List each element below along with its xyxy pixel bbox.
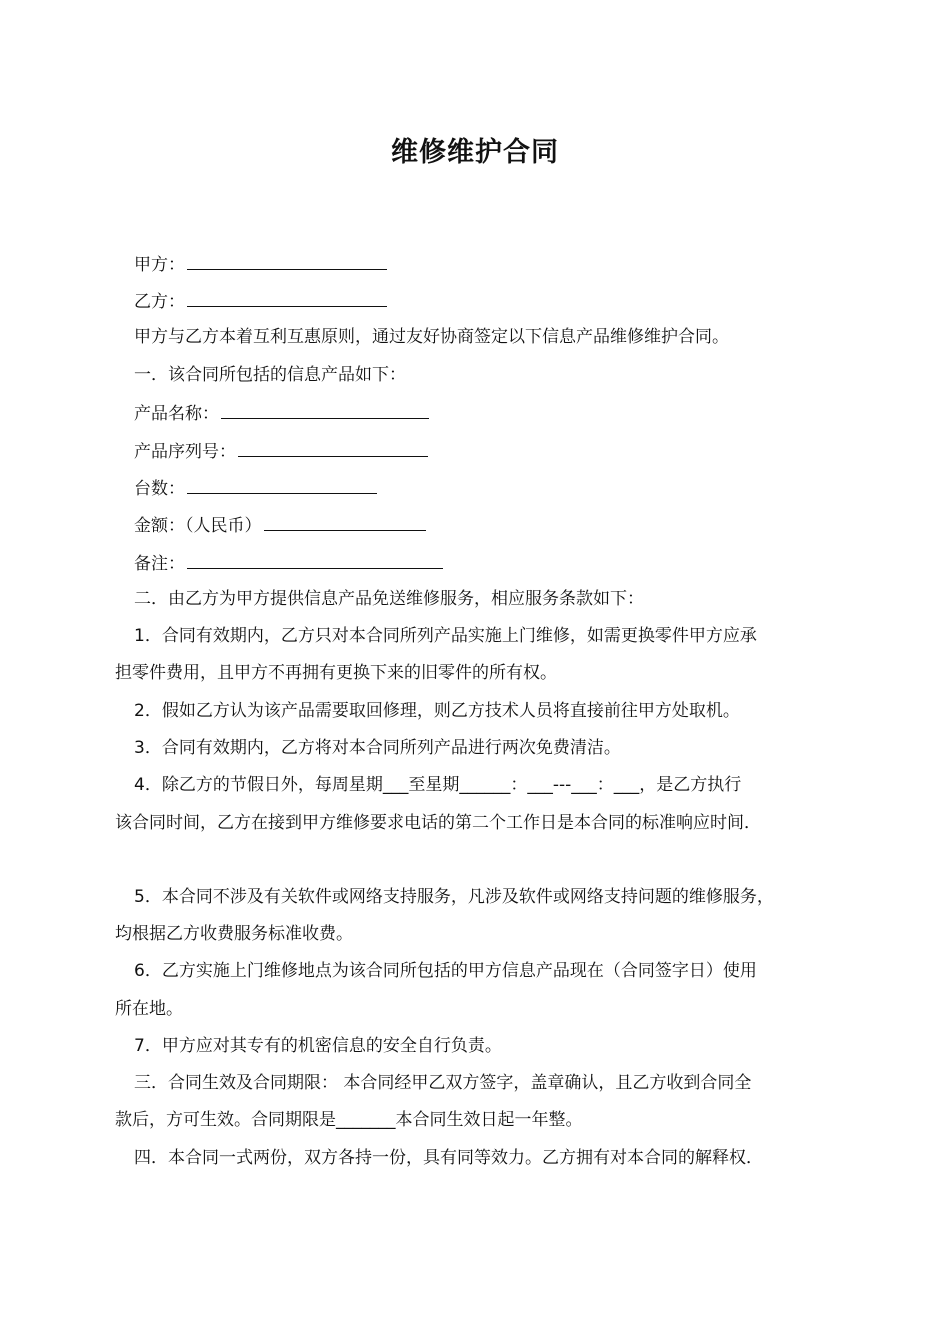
section3-line2: 款后，方可生效。合同期限是_______本合同生效日起一年整。 (115, 1110, 583, 1130)
intro-paragraph: 甲方与乙方本着互利互惠原则，通过友好协商签定以下信息产品维修维护合同。 (134, 327, 729, 347)
quantity-line (134, 475, 377, 501)
clause3: 3．合同有效期内，乙方将对本合同所列产品进行两次免费清洁。 (134, 738, 621, 758)
party-b-line (134, 288, 387, 314)
remark-label: 备注： (134, 554, 185, 574)
party-a-blank (187, 251, 387, 270)
amount-label: 金额：（人民币） (134, 516, 262, 536)
clause6-line2: 所在地。 (115, 999, 183, 1019)
serial-line (134, 438, 428, 464)
clause1-line2: 担零件费用，且甲方不再拥有更换下来的旧零件的所有权。 (115, 663, 557, 683)
serial-label: 产品序列号： (134, 442, 236, 462)
amount-line (134, 512, 426, 538)
clause6-line1: 6．乙方实施上门维修地点为该合同所包括的甲方信息产品现在（合同签字日）使用 (134, 961, 757, 981)
product-name-blank (221, 400, 429, 419)
remark-line (134, 550, 443, 576)
section4: 四．本合同一式两份，双方各持一份，具有同等效力。乙方拥有对本合同的解释权． (134, 1148, 763, 1168)
section3-line1: 三．合同生效及合同期限： 本合同经甲乙双方签字，盖章确认，且乙方收到合同全 (134, 1073, 752, 1093)
clause5-line1: 5．本合同不涉及有关软件或网络支持服务，凡涉及软件或网络支持问题的维修服务， (134, 887, 774, 907)
remark-blank (187, 550, 443, 569)
clause2: 2．假如乙方认为该产品需要取回修理，则乙方技术人员将直接前往甲方处取机。 (134, 701, 740, 721)
clause4-line2: 该合同时间，乙方在接到甲方维修要求电话的第二个工作日是本合同的标准响应时间． (115, 813, 761, 833)
document-title: 维修维护合同 (391, 137, 559, 168)
section2-heading: 二．由乙方为甲方提供信息产品免送维修服务，相应服务条款如下： (134, 589, 644, 609)
amount-blank (264, 512, 426, 531)
party-a-line (134, 251, 387, 277)
party-a-label: 甲方： (134, 255, 185, 275)
product-name-line (134, 400, 429, 426)
party-b-blank (187, 288, 387, 307)
clause5-line2: 均根据乙方收费服务标准收费。 (115, 924, 353, 944)
serial-blank (238, 438, 428, 457)
product-name-label: 产品名称： (134, 404, 219, 424)
clause7: 7．甲方应对其专有的机密信息的安全自行负责。 (134, 1036, 502, 1056)
quantity-label: 台数： (134, 479, 185, 499)
party-b-label: 乙方： (134, 292, 185, 312)
clause4-line1: 4．除乙方的节假日外，每周星期___至星期______：___---___：___，是乙方执行 (134, 775, 742, 795)
quantity-blank (187, 475, 377, 494)
section1-heading: 一．该合同所包括的信息产品如下： (134, 365, 406, 385)
clause1-line1: 1．合同有效期内，乙方只对本合同所列产品实施上门维修，如需更换零件甲方应承 (134, 626, 757, 646)
